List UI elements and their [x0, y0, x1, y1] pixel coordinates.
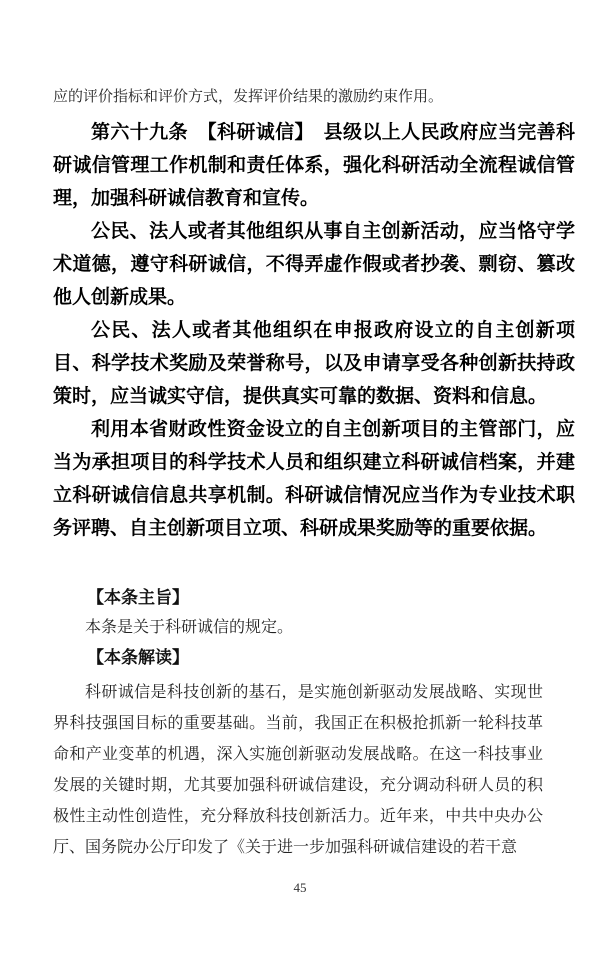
- continuation-text: 应的评价指标和评价方式，发挥评价结果的激励约束作用。: [53, 89, 444, 105]
- section-heading-interpretation: 【本条解读】: [87, 648, 189, 667]
- section-body-main-idea: 本条是关于科研诚信的规定。: [85, 619, 294, 636]
- article-paragraph-3: 公民、法人或者其他组织在申报政府设立的自主创新项目、科学技术奖励及荣誉称号，以及申请享受各种创新扶持政策时，应当诚实守信，提供真实可靠的数据、资料和信息。: [53, 320, 575, 407]
- article-paragraph-4: 利用本省财政性资金设立的自主创新项目的主管部门，应当为承担项目的科学技术人员和组织建立科研诚信档案，并建立科研诚信信息共享机制。科研诚信情况应当作为专业技术职务评聘、自主创新项目立项、科研成果奖励等的重要依据。: [53, 419, 575, 539]
- article-paragraph-2: 公民、法人或者其他组织从事自主创新活动，应当恪守学术道德，遵守科研诚信，不得弄虚作假或者抄袭、剽窃、篡改他人创新成果。: [53, 221, 575, 308]
- section-body-interpretation: 科研诚信是科技创新的基石，是实施创新驱动发展战略、实现世界科技强国目标的重要基础。当前，我国正在积极抢抓新一轮科技革命和产业变革的机遇，深入实施创新驱动发展战略。在这一科技事业发展的关键时期，尤其要加强科研诚信建设，充分调动科研人员的积极性主动性创造性，充分释放科技创新活力。近年来，中共中央办公厅、国务院办公厅印发了《关于进一步加强科研诚信建设的若干意: [53, 684, 543, 856]
- page-number: 45: [293, 880, 307, 895]
- commentary-sections: [53, 583, 543, 863]
- section-heading-main-idea: 【本条主旨】: [87, 588, 189, 607]
- article-paragraph-heading: 第六十九条 【科研诚信】 县级以上人民政府应当完善科研诚信管理工作机制和责任体系，强化科研活动全流程诚信管理，加强科研诚信教育和宣传。: [53, 122, 575, 209]
- article-69-text: [53, 116, 575, 545]
